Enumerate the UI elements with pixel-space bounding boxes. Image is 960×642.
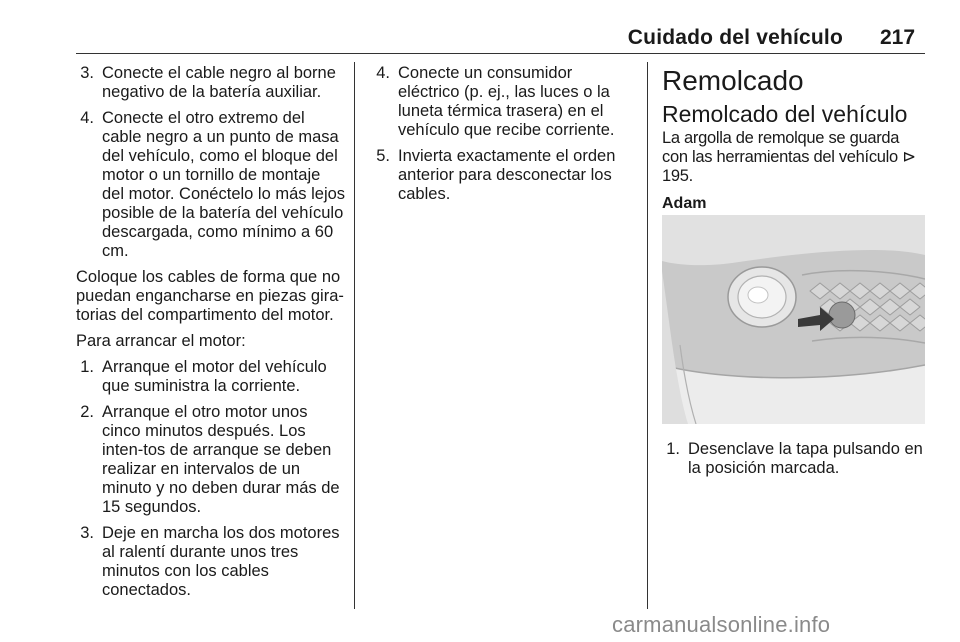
paragraph: Coloque los cables de forma que no puedan engancharse en piezas gira-torias del compartimento del motor. [76, 268, 344, 324]
step-list [372, 64, 637, 204]
list-item: 2. Arranque el otro motor unos cinco minutos después. Los inten-tos de arranque se deben realizar en intervalos de un minuto y no deben durar más de 15 segundos. [80, 403, 340, 516]
column-3 [662, 64, 928, 485]
step-list [76, 358, 346, 600]
header-rule [76, 53, 925, 54]
paragraph: Para arrancar el motor: [76, 332, 246, 350]
page-number: 217 [880, 26, 916, 49]
list-item: 1. Desenclave la tapa pulsando en la posición marcada. [666, 440, 923, 477]
step-list [76, 64, 346, 261]
subsection-title: Remolcado del vehículo [662, 101, 908, 127]
list-item: 3. Conecte el cable negro al borne negativo de la batería auxiliar. [80, 64, 336, 101]
list-item: 4. Conecte un consumidor eléctrico (p. ej., las luces o la luneta térmica trasera) en el vehículo que recibe corriente. [376, 64, 615, 139]
page-reference-icon: ⊳ [902, 148, 916, 166]
column-1 [76, 64, 346, 607]
column-2 [372, 64, 637, 211]
watermark: carmanualsonline.info [612, 612, 831, 637]
step-list [662, 440, 928, 478]
running-header-title: Cuidado del vehículo [627, 26, 843, 49]
column-divider [354, 62, 355, 609]
list-item: 4. Conecte el otro extremo del cable negro a un punto de masa del vehículo, como el bloque del motor o un tornillo de montaje del motor. Conéctelo lo más lejos posible de la batería del vehículo descargada, como mínimo a 60 cm. [80, 109, 346, 260]
column-divider [647, 62, 648, 609]
list-item: 3. Deje en marcha los dos motores al ralentí durante unos tres minutos con los cables conectados. [80, 524, 340, 599]
section-title: Remolcado [662, 65, 804, 96]
list-item: 1. Arranque el motor del vehículo que suministra la corriente. [80, 358, 327, 395]
list-item: 5. Invierta exactamente el orden anterior para desconectar los cables. [376, 147, 616, 203]
model-label: Adam [662, 195, 707, 212]
tow-cover-illustration [662, 215, 925, 424]
page-reference[interactable]: 195. [662, 167, 693, 185]
intro-paragraph: La argolla de remolque se guarda con las herramientas del vehículo ⊳ 195. [662, 129, 916, 185]
